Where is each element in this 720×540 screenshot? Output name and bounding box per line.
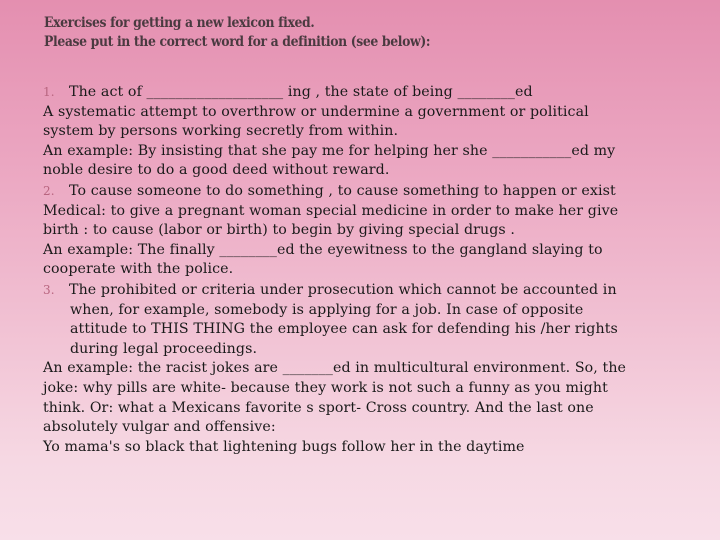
item-3-definition-2: when, for example, somebody is applying for a job. In case of opposite <box>70 301 584 318</box>
item-1-detail-2: system by persons working secretly from within. <box>43 123 399 140</box>
item-3-example-2: joke: why pills are white- because they work is not such a funny as you might <box>43 379 608 396</box>
item-1-number: 1. <box>43 85 55 99</box>
item-3-definition-4: during legal proceedings. <box>70 340 258 357</box>
item-1-example-1: An example: By insisting that she pay me for helping her she ___________ed my <box>43 142 616 159</box>
item-3-definition-3: attitude to THIS THING the employee can ask for defending his /her rights <box>70 321 618 338</box>
heading-line-2: Please put in the correct word for a definition (see below): <box>44 34 431 50</box>
heading-line-1: Exercises for getting a new lexicon fixed. <box>44 15 315 31</box>
exercise-heading <box>44 14 633 52</box>
item-2-detail-2: birth : to cause (labor or birth) to begin by giving special drugs . <box>43 222 516 239</box>
item-1-detail-1: A systematic attempt to overthrow or undermine a government or political <box>43 103 589 120</box>
exercise-body <box>43 83 683 457</box>
item-3-definition-1: The prohibited or criteria under prosecution which cannot be accounted in <box>69 281 617 298</box>
item-2-number: 2. <box>43 183 55 198</box>
item-3-number: 3. <box>43 282 55 297</box>
item-3-example-4: absolutely vulgar and offensive: <box>43 419 276 436</box>
item-3-example-5: Yo mama's so black that lightening bugs follow her in the daytime <box>43 438 525 455</box>
item-2-definition: To cause someone to do something , to cause something to happen or exist <box>69 182 616 199</box>
item-3-example-3: think. Or: what a Mexicans favorite s sport- Cross country. And the last one <box>43 399 594 416</box>
item-1-definition: The act of ___________________ ing , the state of being ________ed <box>69 84 533 100</box>
item-3-definition-line <box>43 281 683 301</box>
item-2-example-1: An example: The finally ________ed the eyewitness to the gangland slaying to <box>43 241 603 258</box>
item-2-detail-1: Medical: to give a pregnant woman special medicine in order to make her give <box>43 202 619 219</box>
item-3-example-1: An example: the racist jokes are _______ed in multicultural environment. So, the <box>43 360 627 377</box>
item-1-definition-line <box>43 83 683 103</box>
item-2-example-2: cooperate with the police. <box>43 261 234 278</box>
item-1-example-2: noble desire to do a good deed without reward. <box>43 162 390 179</box>
item-2-definition-line <box>43 182 683 202</box>
